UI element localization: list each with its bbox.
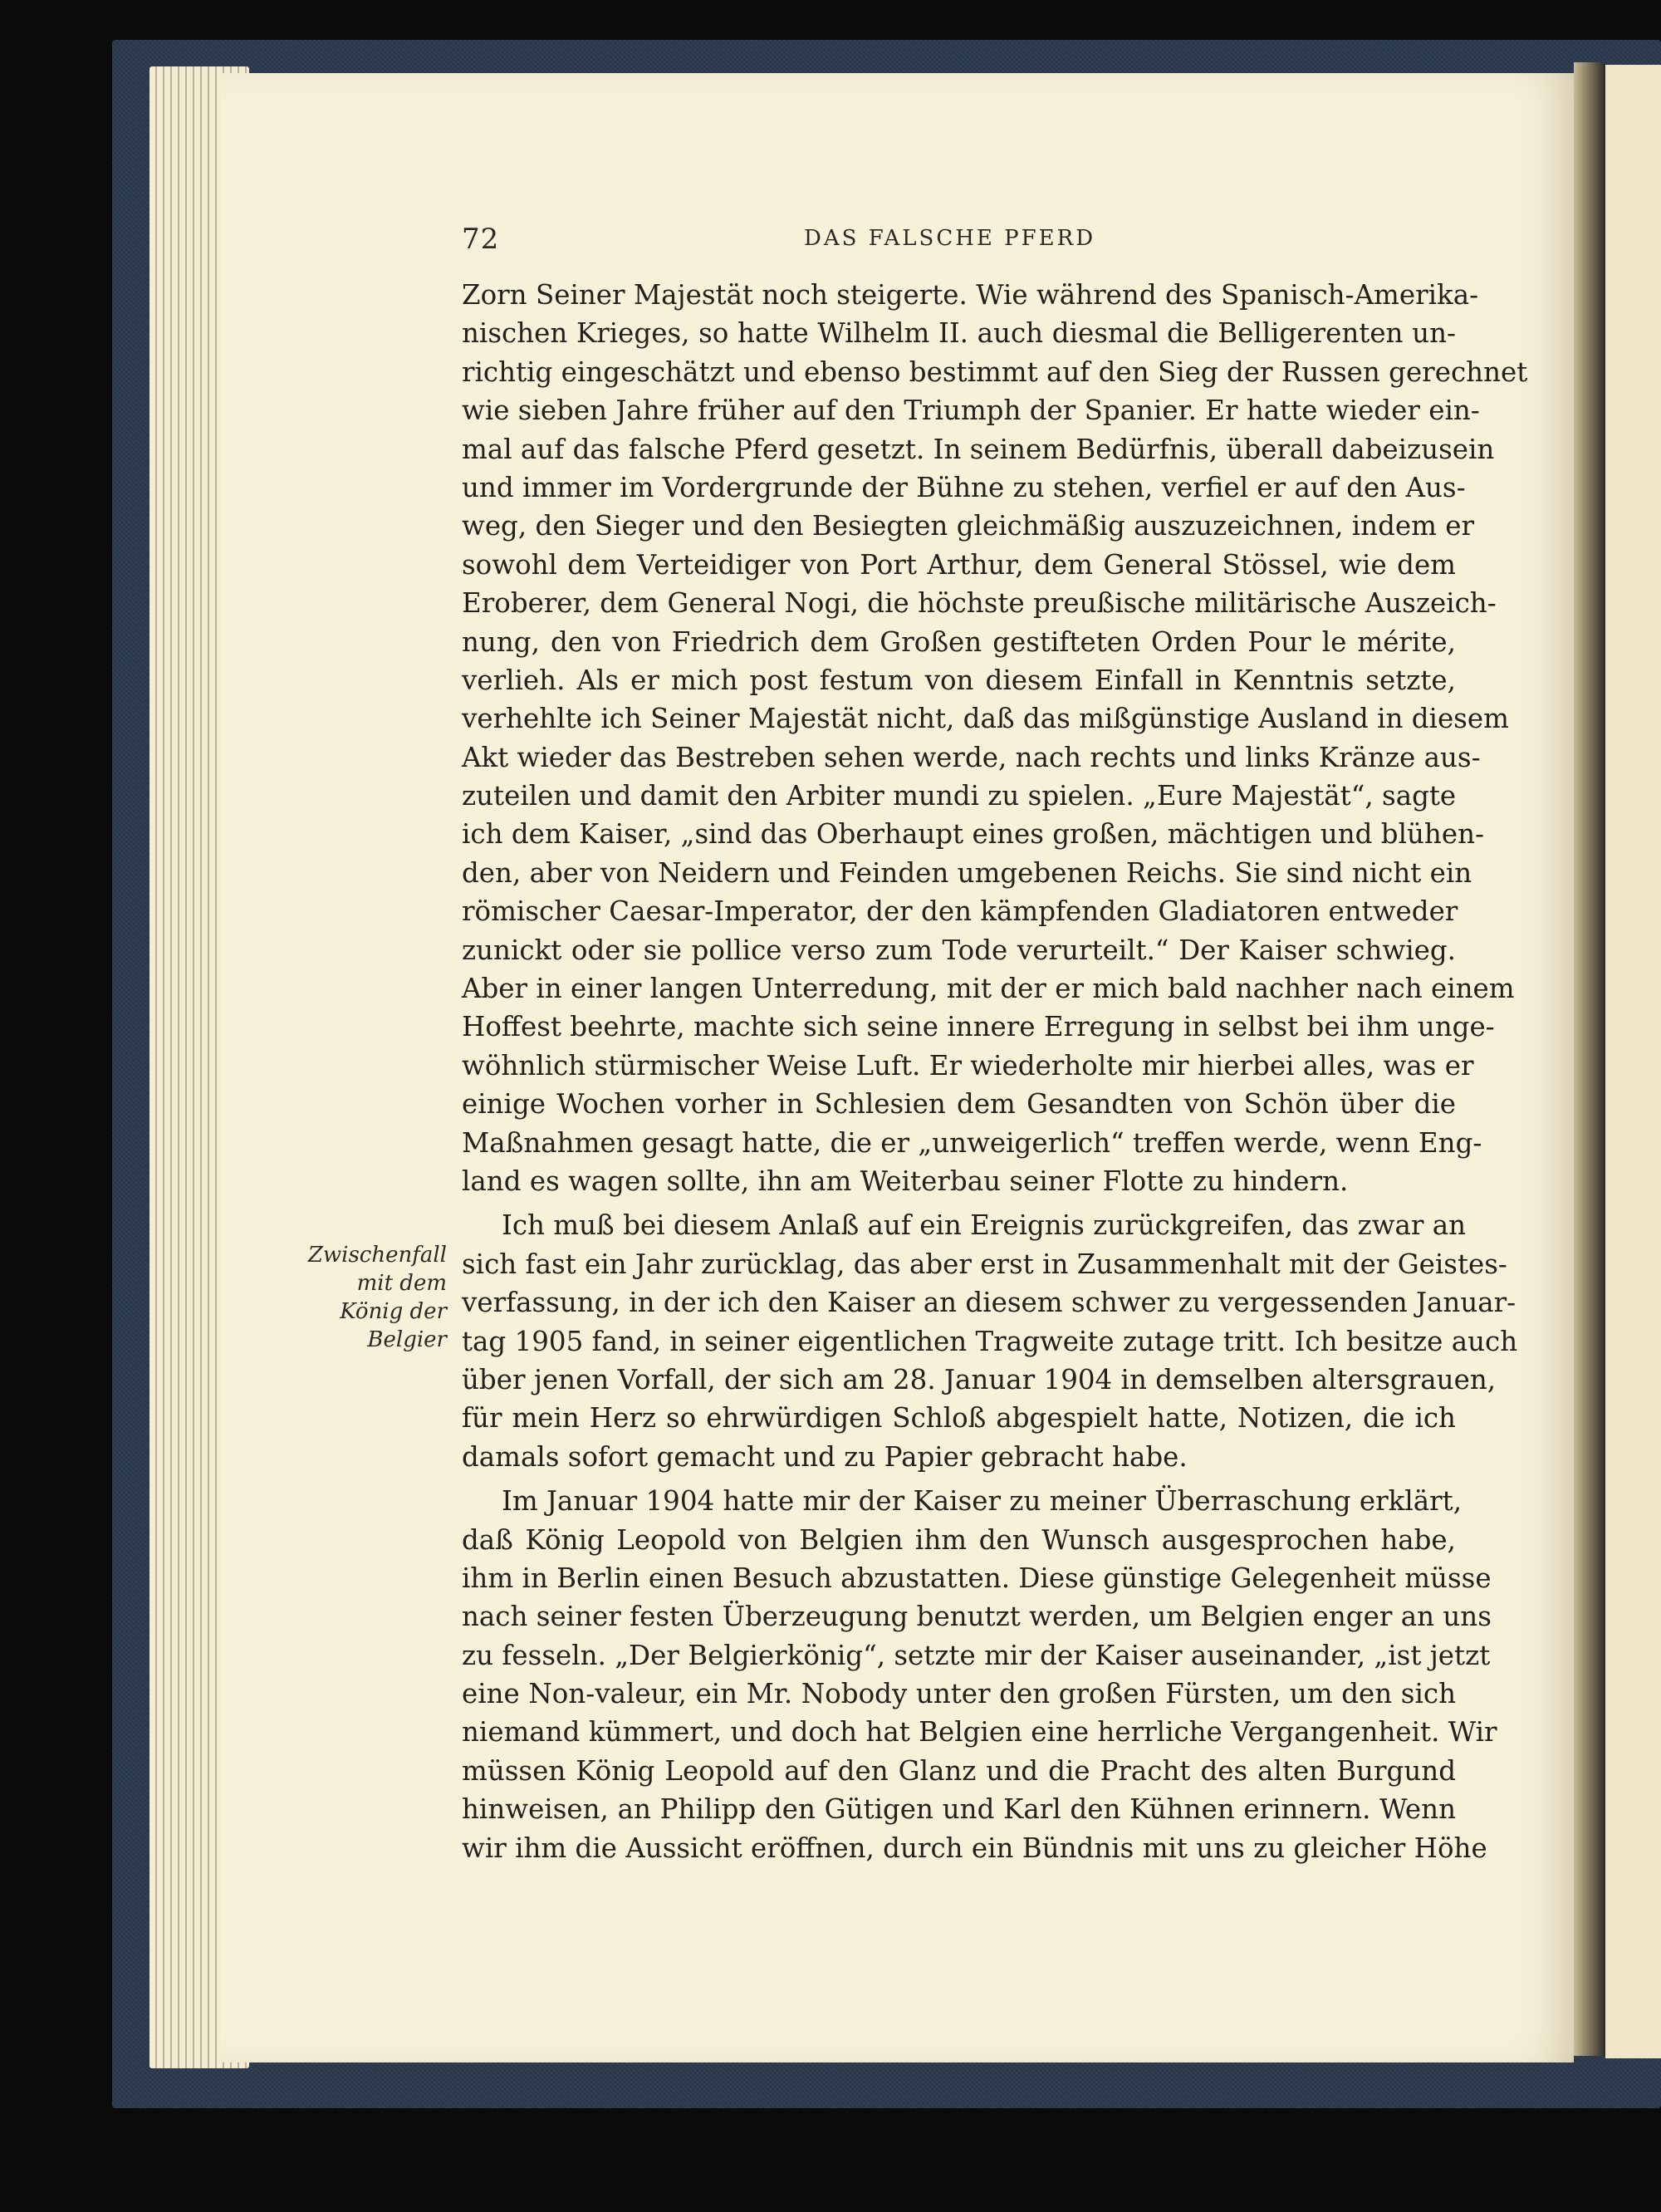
text-line: müssen König Leopold auf den Glanz und die Pracht des alten Burgund (462, 1754, 1456, 1787)
text-line: nach seiner festen Überzeugung benutzt werden, um Belgien enger an uns (462, 1601, 1492, 1633)
text-line: ihm in Berlin einen Besuch abzustatten. Diese günstige Gelegenheit müsse (462, 1562, 1492, 1594)
text-line: ich dem Kaiser, „sind das Oberhaupt eines großen, mächtigen und blühen- (462, 818, 1484, 851)
paragraph-gap (462, 1476, 1456, 1482)
text-line: und immer im Vordergrunde der Bühne zu stehen, verfiel er auf den Aus- (462, 471, 1466, 503)
text-line: zunickt oder sie pollice verso zum Tode verurteilt.“ Der Kaiser schwieg. (462, 934, 1456, 966)
text-line: nung, den von Friedrich dem Großen gestifteten Orden Pour le mérite, (462, 625, 1456, 658)
text-line: richtig eingeschätzt und ebenso bestimmt auf den Sieg der Russen gerechnet (462, 356, 1528, 388)
text-line: sowohl dem Verteidiger von Port Arthur, dem General Stössel, wie dem (462, 548, 1456, 581)
text-line: einige Wochen vorher in Schlesien dem Gesandten von Schön über die (462, 1088, 1456, 1121)
text-line: Ich muß bei diesem Anlaß auf ein Ereignis zurückgreifen, das zwar an (502, 1209, 1467, 1242)
text-line: daß König Leopold von Belgien ihm den Wunsch ausgesprochen habe, (462, 1523, 1456, 1556)
text-line: Maßnahmen gesagt hatte, die er „unweigerlich“ treffen werde, wenn Eng- (462, 1126, 1482, 1159)
text-line: verlieh. Als er mich post festum von diesem Einfall in Kenntnis setzte, (462, 664, 1456, 696)
text-line: Hoffest beehrte, machte sich seine innere Erregung in selbst bei ihm unge- (462, 1011, 1495, 1043)
text-line: wir ihm die Aussicht eröffnen, durch ein Bündnis mit uns zu gleicher Höhe (462, 1832, 1487, 1864)
text-line: Eroberer, dem General Nogi, die höchste preußische militärische Auszeich- (462, 587, 1497, 620)
text-line: zu fesseln. „Der Belgierkönig“, setzte mir der Kaiser auseinander, „ist jetzt (462, 1639, 1491, 1671)
running-title: DAS FALSCHE PFERD (804, 226, 1096, 251)
text-line: tag 1905 fand, in seiner eigentlichen Tragweite zutage tritt. Ich besitze auch (462, 1325, 1518, 1357)
text-line: wöhnlich stürmischer Weise Luft. Er wiederholte mir hierbei alles, was er (462, 1049, 1474, 1081)
text-line: für mein Herz so ehrwürdigen Schloß abgespielt hatte, Notizen, die ich (462, 1402, 1456, 1435)
page-number: 72 (462, 223, 500, 256)
marginal-note (274, 1241, 447, 1354)
text-line: land es wagen sollte, ihn am Weiterbau seiner Flotte zu hindern. (462, 1165, 1349, 1197)
text-line: hinweisen, an Philipp den Gütigen und Karl den Kühnen erinnern. Wenn (462, 1793, 1456, 1826)
text-line: nischen Krieges, so hatte Wilhelm II. auch diesmal die Belligerenten un- (462, 317, 1456, 350)
text-line: verfassung, in der ich den Kaiser an diesem schwer zu vergessenden Januar- (462, 1287, 1516, 1319)
book-gutter (1574, 62, 1605, 2056)
marginal-note-line: Zwischenfall (307, 1243, 447, 1268)
text-line: niemand kümmert, und doch hat Belgien eine herrliche Vergangenheit. Wir (462, 1716, 1497, 1749)
text-line: über jenen Vorfall, der sich am 28. Januar 1904 in demselben altersgrauen, (462, 1363, 1497, 1395)
marginal-note-line: König der (340, 1299, 447, 1324)
text-line: Zorn Seiner Majestät noch steigerte. Wie während des Spanisch-Amerika- (462, 279, 1479, 311)
text-line: Im Januar 1904 hatte mir der Kaiser zu meiner Überraschung erklärt, (502, 1485, 1463, 1518)
marginal-note-line: Belgier (367, 1327, 447, 1352)
text-line: den, aber von Neidern und Feinden umgebenen Reichs. Sie sind nicht ein (462, 856, 1472, 889)
text-line: sich fast ein Jahr zurücklag, das aber erst in Zusammenhalt mit der Geistes- (462, 1248, 1507, 1280)
text-line: weg, den Sieger und den Besiegten gleichmäßig auszuzeichnen, indem er (462, 510, 1475, 542)
marginal-note-line: mit dem (356, 1271, 447, 1296)
text-line: zuteilen und damit den Arbiter mundi zu spielen. „Eure Majestät“, sagte (462, 780, 1457, 812)
running-head (0, 223, 1661, 264)
text-line: verhehlte ich Seiner Majestät nicht, daß das mißgünstige Ausland in diesem (462, 703, 1509, 735)
text-line: Akt wieder das Bestreben sehen werde, nach rechts und links Kränze aus- (462, 741, 1481, 773)
text-line: römischer Caesar-Imperator, der den kämpfenden Gladiatoren entweder (462, 895, 1458, 928)
paragraph-gap (462, 1200, 1456, 1206)
text-line: wie sieben Jahre früher auf den Triumph der Spanier. Er hatte wieder ein- (462, 395, 1480, 427)
text-line: damals sofort gemacht und zu Papier gebracht habe. (462, 1440, 1188, 1473)
text-line: eine Non-valeur, ein Mr. Nobody unter den großen Fürsten, um den sich (462, 1678, 1456, 1710)
facing-page-edge (1605, 65, 1661, 2058)
body-text (462, 276, 1528, 1867)
text-line: Aber in einer langen Unterredung, mit der er mich bald nachher nach einem (462, 973, 1515, 1005)
text-line: mal auf das falsche Pferd gesetzt. In seinem Bedürfnis, überall dabeizusein (462, 433, 1495, 465)
